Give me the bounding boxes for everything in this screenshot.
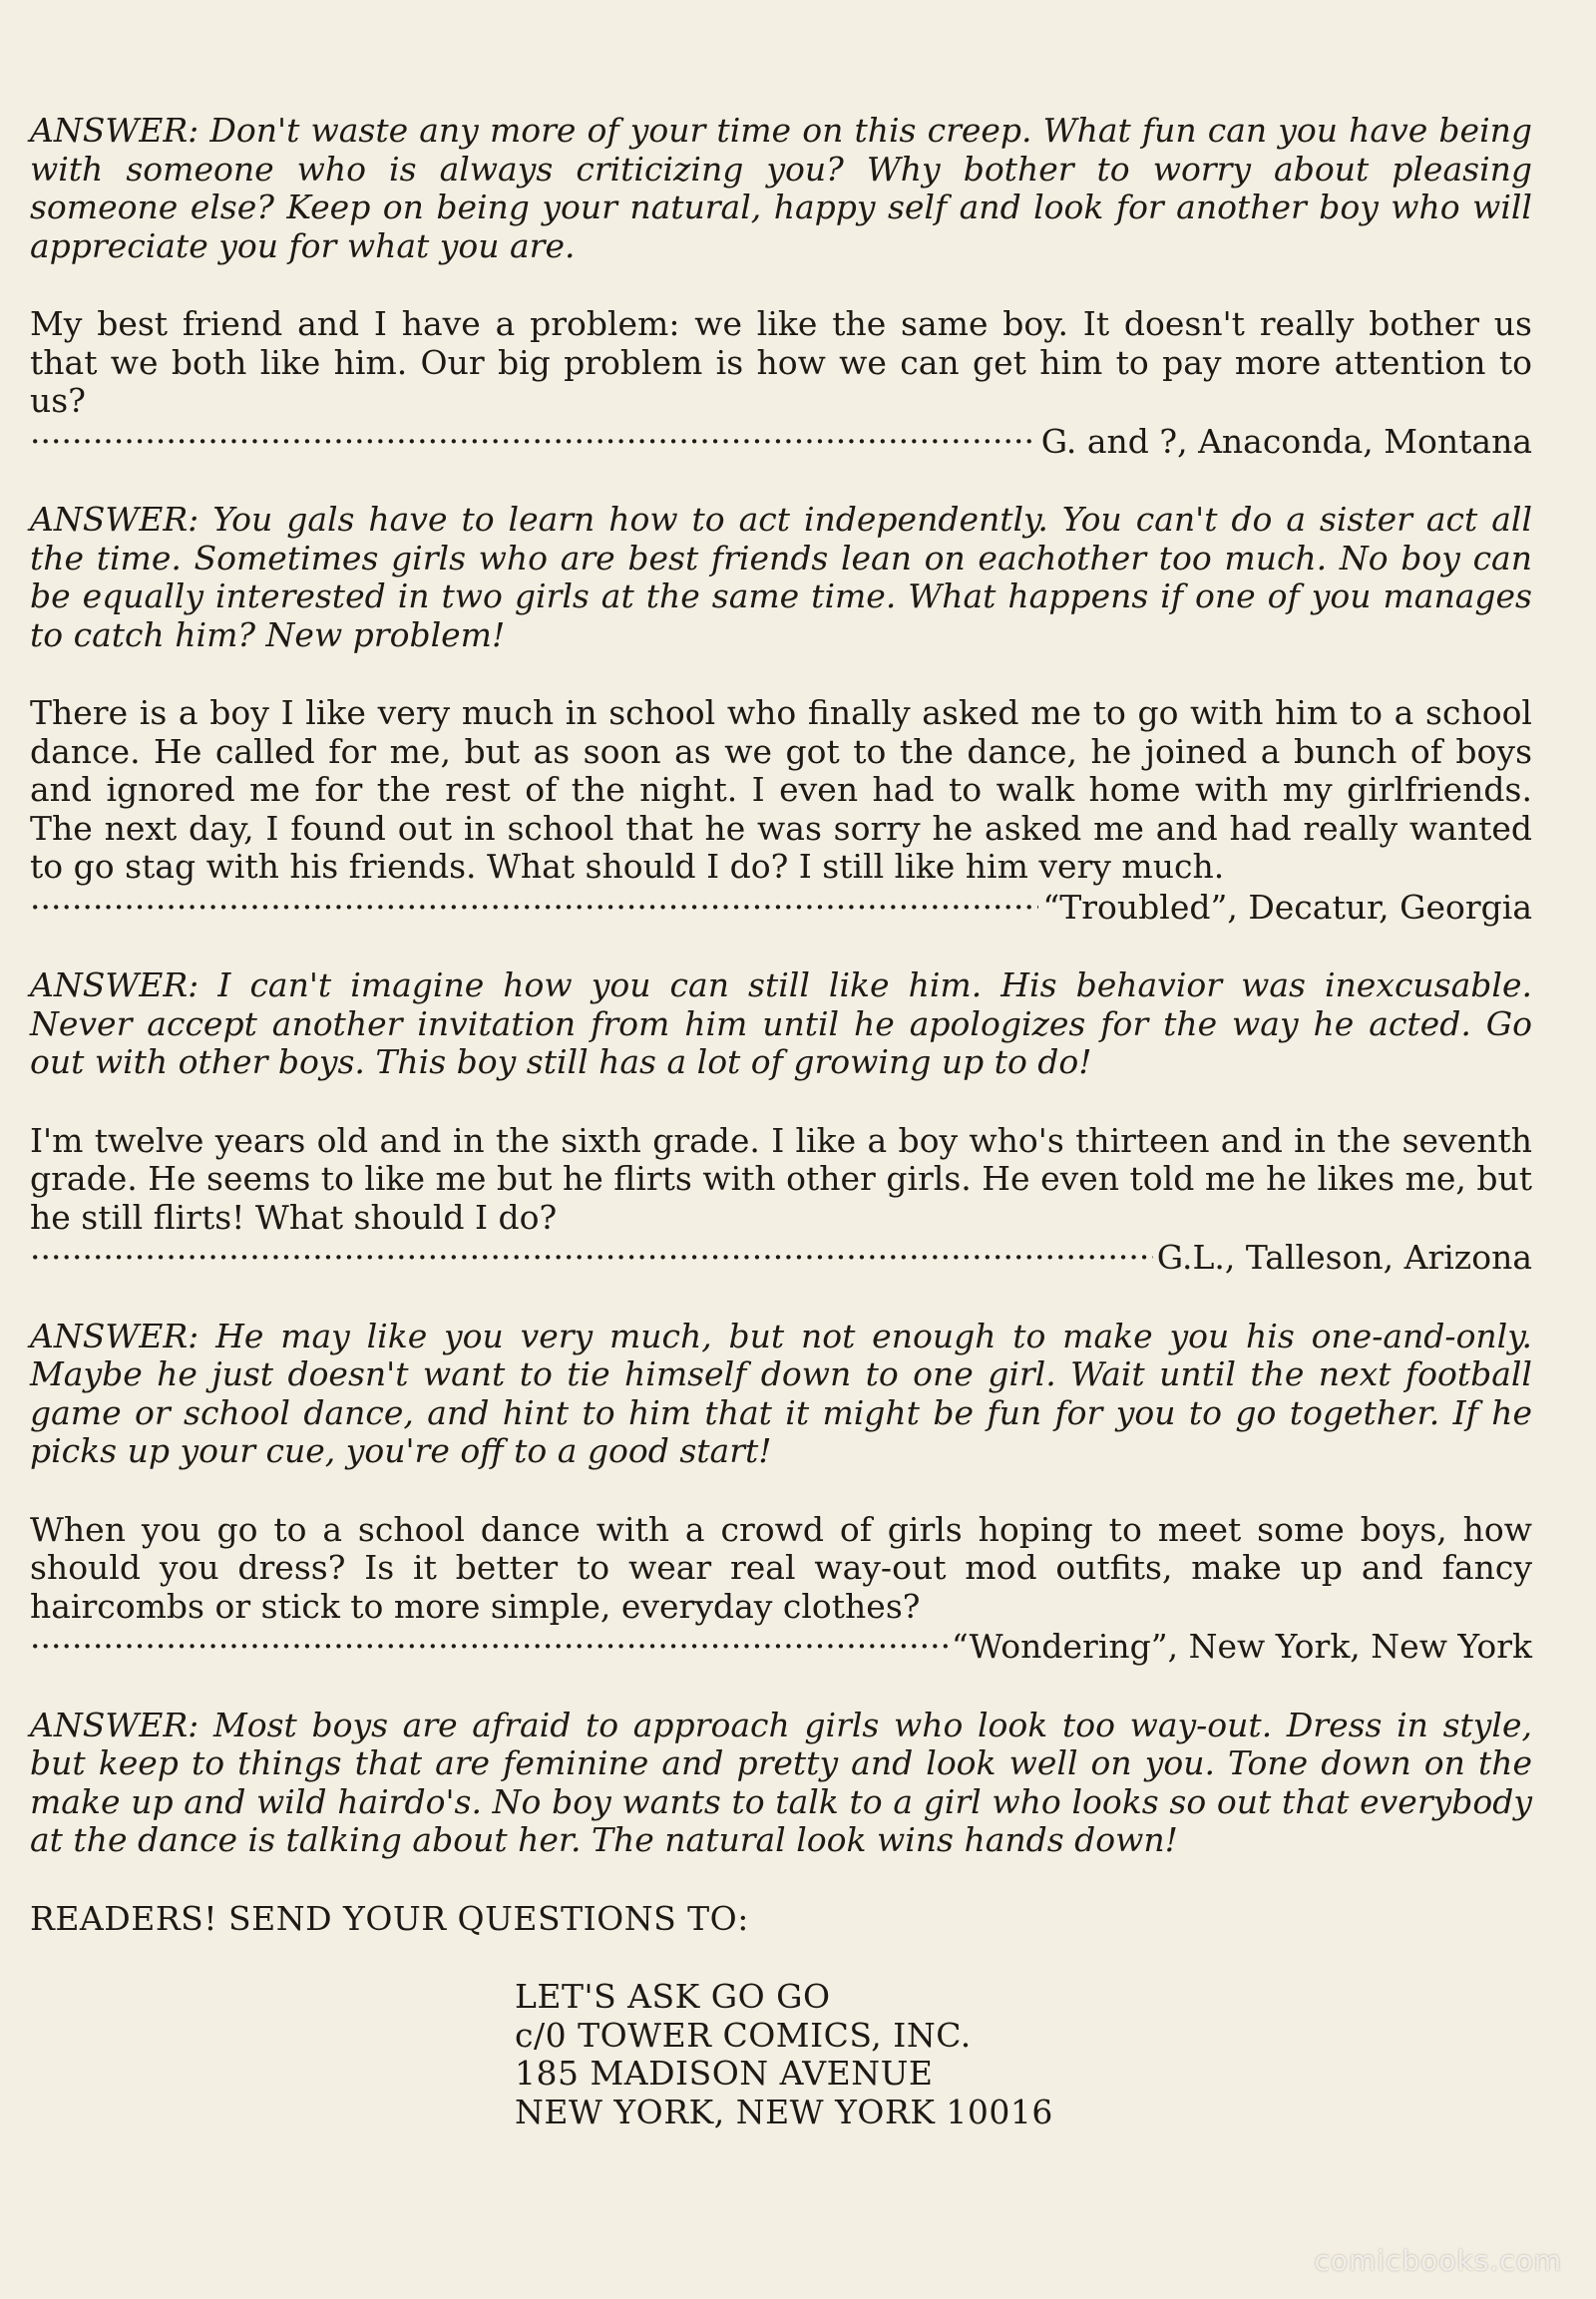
dot-leader (30, 423, 1037, 462)
question-text: When you go to a school dance with a crowd of girls hoping to meet some boys, how should you dress? Is it better to wear real way-out mod outfits, make up and fancy haircombs or stick to more simple, everyday clothes? (30, 1509, 1532, 1626)
signature-line (30, 1239, 1532, 1278)
mailing-address (515, 1978, 1532, 2131)
signature-line (30, 889, 1532, 928)
answer-text: ANSWER: Don't waste any more of your time on this creep. What fun can you have being with someone who is always criticizing you? Why bother to worry about pleasing someone else? Keep on being your natural, happy self and look for another boy who will appreciate you for what you are. (30, 111, 1532, 265)
answer-text: ANSWER: Most boys are afraid to approach girls who look too way-out. Dress in style, but keep to things that are feminine and pretty and look well on you. Tone down on the make up and wild hairdo's. No boy wants to talk to a girl who looks so out that everybody at the dance is talking about her. The natural look wins hands down! (30, 1705, 1532, 1859)
dot-leader (30, 1239, 1153, 1278)
answer-text: ANSWER: You gals have to learn how to act independently. You can't do a sister act all the time. Sometimes girls who are best friends lean on eachother too much. No boy can be equally interested in two girls at the same time. What happens if one of you manages to catch him? New problem! (30, 500, 1532, 654)
signature: “Troubled”, Decatur, Georgia (1042, 887, 1532, 927)
address-line: c/0 TOWER COMICS, INC. (515, 2015, 972, 2055)
answer-text: ANSWER: He may like you very much, but not enough to make you his one-and-only. Maybe he just doesn't want to tie himself down to one girl. Wait until the next football game or school dance, and hint to him that it might be fun for you to go together. If he picks up your cue, you're off to a good start! (30, 1316, 1532, 1470)
dot-leader (30, 889, 1038, 928)
question-text: I'm twelve years old and in the sixth grade. I like a boy who's thirteen and in the seventh grade. He seems to like me but he flirts with other girls. He even told me he likes me, but he still flirts! What should I do? (30, 1120, 1532, 1237)
question-text: My best friend and I have a problem: we like the same boy. It doesn't really bother us that we both like him. Our big problem is how we can get him to pay more attention to us? (30, 304, 1532, 420)
signature-line (30, 1628, 1532, 1667)
address-line: NEW YORK, NEW YORK 10016 (515, 2092, 1053, 2131)
signature: G.L., Talleson, Arizona (1156, 1238, 1532, 1277)
watermark: comicbooks.com (1314, 2244, 1562, 2277)
signature: G. and ?, Anaconda, Montana (1040, 421, 1532, 461)
address-line: LET'S ASK GO GO (515, 1977, 831, 2016)
answer-text: ANSWER: I can't imagine how you can still like him. His behavior was inexcusable. Never accept another invitation from him until he apologizes for the way he acted. Go out with other boys. This boy still has a lot of growing up to do! (30, 965, 1532, 1081)
dot-leader (30, 1628, 948, 1667)
question-text: There is a boy I like very much in school who finally asked me to go with him to a school dance. He called for me, but as soon as we got to the dance, he joined a bunch of boys and ignored me for the rest of the night. I even had to walk home with my girlfriends. The next day, I found out in school that he was sorry he asked me and had really wanted to go stag with his friends. What should I do? I still like him very much. (30, 693, 1532, 886)
advice-column (30, 112, 1532, 2131)
readers-prompt: READERS! SEND YOUR QUESTIONS TO: (30, 1898, 749, 1938)
address-line: 185 MADISON AVENUE (515, 2054, 934, 2093)
signature-line (30, 423, 1532, 462)
signature: “Wondering”, New York, New York (951, 1627, 1532, 1666)
